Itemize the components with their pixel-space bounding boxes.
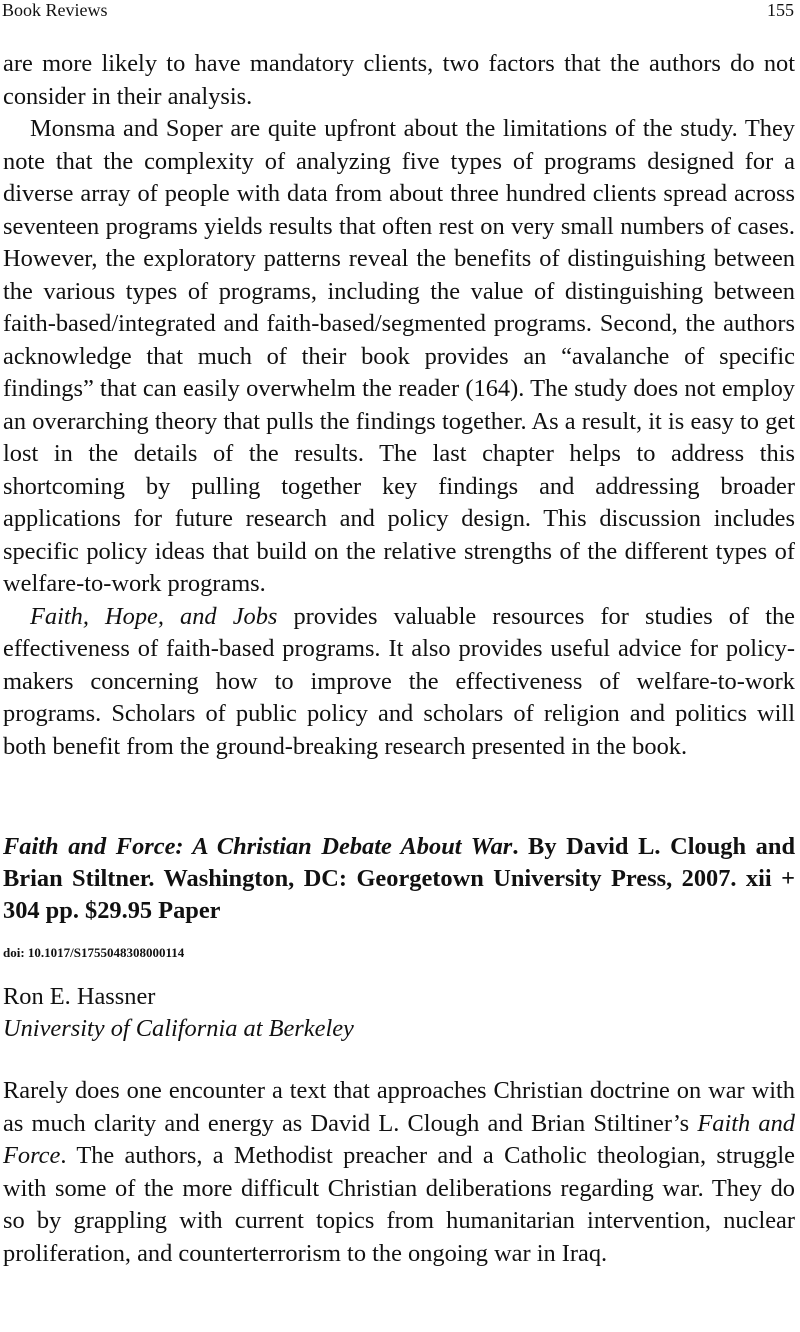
review2-citation: . By David L. Clough and Brian Stiltner. Washington, DC: Georgetown University Press, 2007. xii + 304 pp. $29.95 Paper [3,833,796,924]
review2-doi: doi: 10.1017/S1755048308000114 [3,945,185,960]
review2-title [3,831,795,927]
review1-conclusion-text: provides valuable resources for studies of the effectiveness of faith-based programs. It also provides useful advice for policy-makers concerning how to improve the effectiveness of welfare-​to-work programs. Scholars of public policy and scholars of religion and politics will both benefit from the ground-breaking research presented in the book. [3,602,795,760]
page-body [3,48,795,1270]
review1-paragraph-continued: are more likely to have mandatory clients, two factors that the authors do not consider in their analysis. [3,50,795,110]
review2-paragraph-intro [3,1075,795,1270]
reviewer-name: Ron E. Hassner [3,983,156,1010]
running-header [0,0,800,24]
running-header-section: Book Reviews [2,0,108,20]
review2-intro-book-title: Faith and Force [3,1109,795,1169]
page-number: 155 [767,0,794,20]
review2-intro-text-b: . The authors, a Methodist preacher and a Catholic theologian, struggle with some of the more difficult Christian deliberations regarding war. They do so by grappling with current topics from humanitarian intervention, nuclear proliferation, and counterterrorism to the ongoing war in Iraq. [3,1142,795,1267]
book-title-faith-hope-jobs: Faith, Hope, and Jobs [30,602,278,630]
review1-paragraph-limitations: Monsma and Soper are quite upfront about the limitations of the study. They note that the complexity of analyzing five types of programs designed for a diverse array of people with data from about three hundred clients spread across seventeen programs yields results that often rest on very small numbers of cases. However, the exploratory patterns reveal the benefits of distinguishing between the various types of programs, including the value of distinguishing between faith-based/integrated and faith-based/​segmented programs. Second, the authors acknowledge that much of their book provides an “avalanche of specific findings” that can easily overwhelm the reader (164). The study does not employ an overarching theory that pulls the findings together. As a result, it is easy to get lost in the details of the results. The last chapter helps to address this shortcoming by pulling together key findings and addressing broader applications for future research and policy design. This discussion includes specific policy ideas that build on the relative strengths of the different types of welfare-to-work programs. [3,115,795,597]
reviewer-affiliation: University of California at Berkeley [3,1015,354,1042]
review2-book-title: Faith and Force: A Christian Debate About War [3,833,513,860]
review1-paragraph-conclusion [3,601,795,764]
review2-intro-text-a: Rarely does one encounter a text that approaches Christian doctrine on war with as much clarity and energy as David L. Clough and Brian Stiltiner’s [3,1077,795,1137]
